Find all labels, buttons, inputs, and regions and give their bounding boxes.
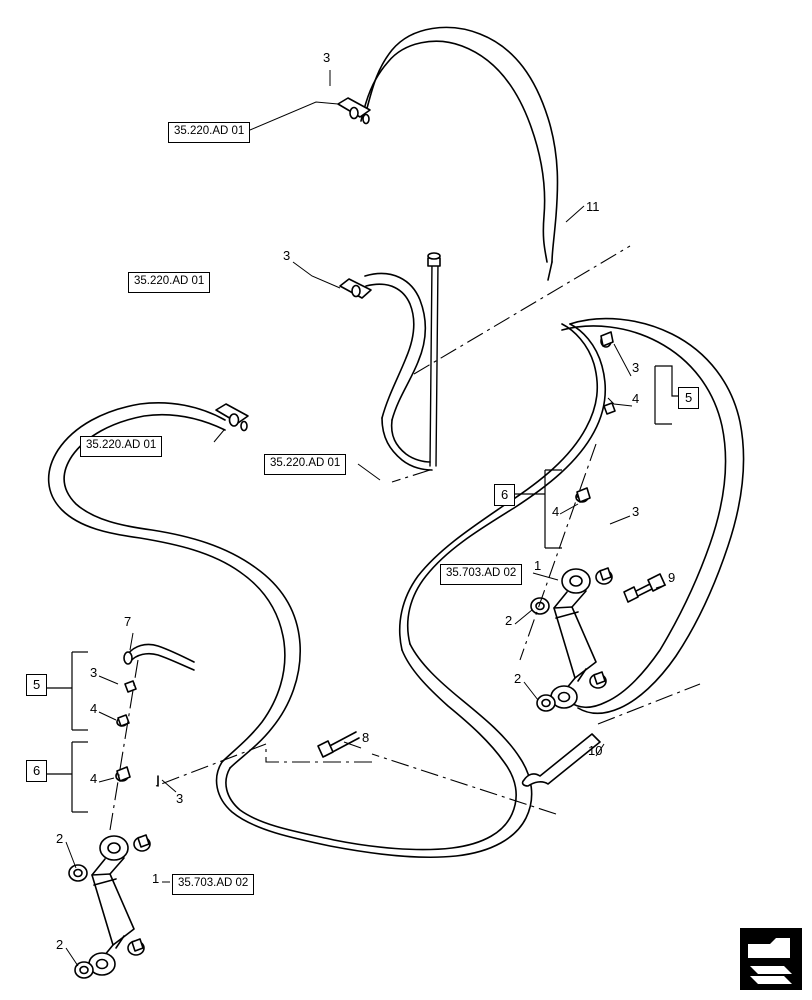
callout-label: 6 xyxy=(33,763,41,778)
reference-box-35-220-AD-01-c[interactable] xyxy=(80,436,162,457)
part-label-3-top: 3 xyxy=(323,50,331,65)
part-label-3-right-mid: 3 xyxy=(632,504,640,519)
part-label-4-right-top: 4 xyxy=(632,391,640,406)
part-label-3-left-top: 3 xyxy=(90,665,98,680)
reference-box-35-703-AD-02-a[interactable] xyxy=(440,564,522,585)
part-label-8: 8 xyxy=(362,730,370,745)
part-label-3-right-top: 3 xyxy=(632,360,640,375)
callout-group-6-left[interactable] xyxy=(26,760,47,782)
part-label-3-left-bot: 3 xyxy=(176,791,184,806)
part-label-2-right-top: 2 xyxy=(505,613,513,628)
part-label-9: 9 xyxy=(668,570,676,585)
callout-group-5-left[interactable] xyxy=(26,674,47,696)
part-label-11: 11 xyxy=(586,199,600,214)
manufacturer-logo xyxy=(740,928,802,990)
part-label-1-right: 1 xyxy=(534,558,542,573)
reference-box-35-220-AD-01-b[interactable] xyxy=(128,272,210,293)
callout-label: 5 xyxy=(33,677,41,692)
right-cylinder xyxy=(531,568,612,711)
part-label-4-left-bot: 4 xyxy=(90,771,98,786)
part-label-2-left-top: 2 xyxy=(56,831,64,846)
callout-label: 5 xyxy=(685,390,693,405)
reference-label: 35.703.AD 02 xyxy=(446,567,517,579)
callout-group-5-right[interactable] xyxy=(678,387,699,409)
reference-label: 35.220.AD 01 xyxy=(174,125,245,137)
left-cylinder xyxy=(69,835,150,978)
part-label-4-left-top: 4 xyxy=(90,701,98,716)
reference-label: 35.220.AD 01 xyxy=(134,275,205,287)
part-label-2-left-bot: 2 xyxy=(56,937,64,952)
part-label-3-second: 3 xyxy=(283,248,291,263)
reference-box-35-220-AD-01-a[interactable] xyxy=(168,122,250,143)
reference-box-35-703-AD-02-b[interactable] xyxy=(172,874,254,895)
reference-label: 35.220.AD 01 xyxy=(86,439,157,451)
part-label-1-left: 1 xyxy=(152,871,160,886)
part-label-4-right-mid: 4 xyxy=(552,504,560,519)
reference-label: 35.703.AD 02 xyxy=(178,877,249,889)
hose-lines xyxy=(49,27,744,978)
part-label-2-right-bot: 2 xyxy=(514,671,522,686)
part-label-7: 7 xyxy=(124,614,132,629)
part-label-10: 10 xyxy=(588,743,603,758)
reference-label: 35.220.AD 01 xyxy=(270,457,341,469)
reference-box-35-220-AD-01-d[interactable] xyxy=(264,454,346,475)
callout-group-6-right[interactable] xyxy=(494,484,515,506)
callout-label: 6 xyxy=(501,487,509,502)
